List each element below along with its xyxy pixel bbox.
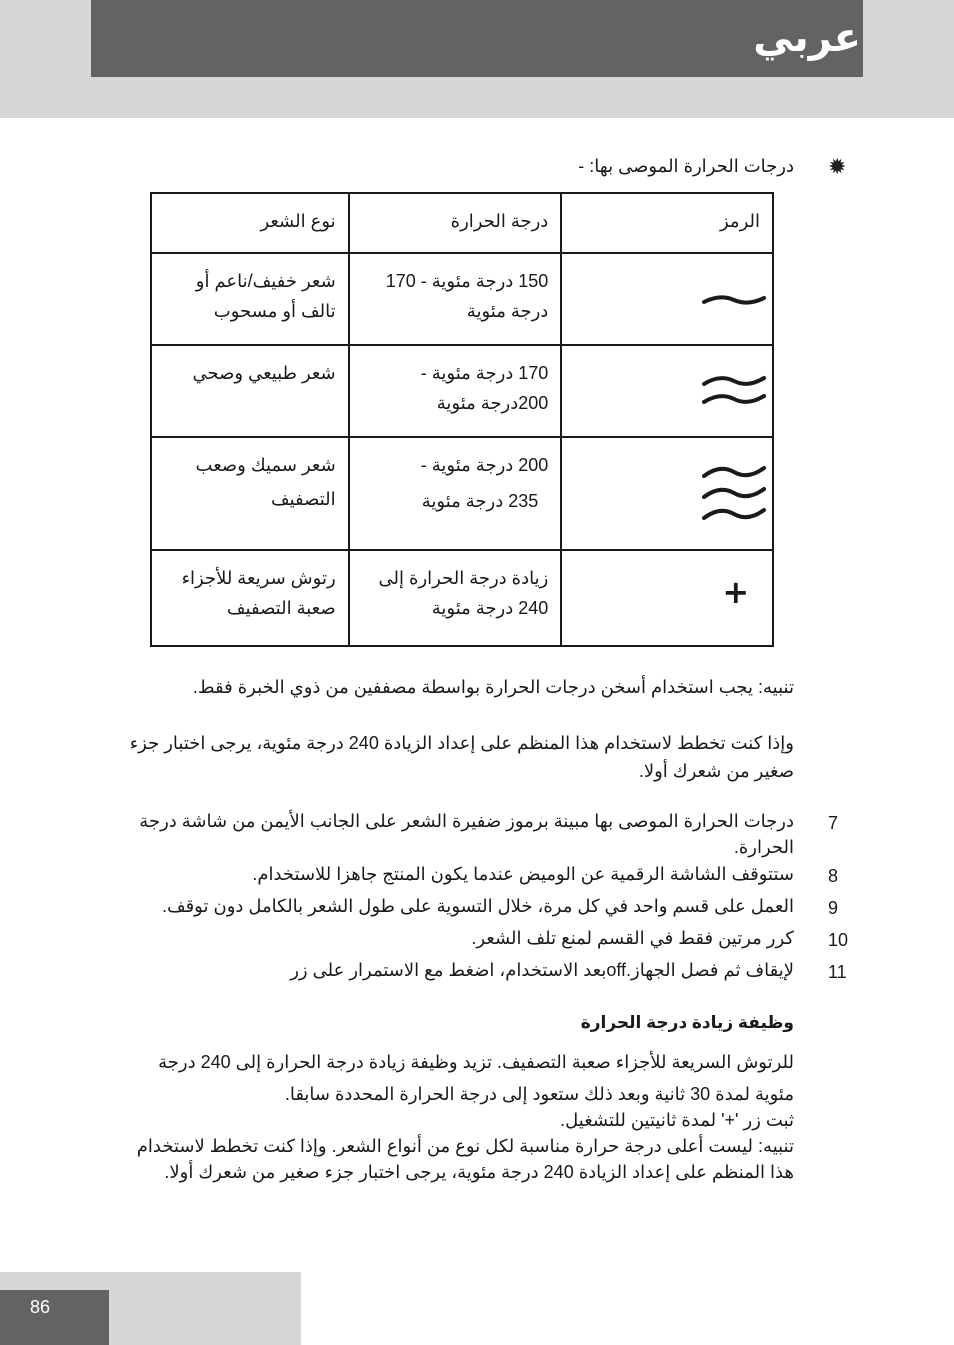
triple-wave-icon bbox=[702, 464, 766, 526]
step-text: العمل على قسم واحد في كل مرة، خلال التسوية على طول الشعر بالكامل دون توقف. bbox=[161, 896, 794, 916]
sun-icon: ✹ bbox=[828, 155, 847, 180]
temperature-cell: 200 درجة مئوية - 235 درجة مئوية bbox=[349, 437, 562, 550]
page-number-box bbox=[0, 1290, 109, 1345]
temperature-cell: 150 درجة مئوية - 170 درجة مئوية bbox=[349, 253, 562, 345]
step-text: ستتوقف الشاشة الرقمية عن الوميض عندما يكون المنتج جاهزا للاستخدام. bbox=[252, 864, 794, 884]
symbol-cell bbox=[561, 253, 773, 345]
table-row bbox=[151, 437, 773, 550]
hair-type-cell: شعر سميك وصعب التصفيف bbox=[151, 437, 349, 550]
step-number: 8 bbox=[828, 866, 839, 886]
header-symbol: الرمز bbox=[561, 193, 773, 253]
step-number: 9 bbox=[828, 898, 839, 918]
single-wave-icon bbox=[702, 290, 766, 310]
symbol-cell bbox=[561, 550, 773, 646]
warning-boost-test: وإذا كنت تخطط لاستخدام هذا المنظم على إعداد الزيادة 240 درجة مئوية، يرجى اختبار جزء صغير من شعرك أولا. bbox=[129, 733, 794, 781]
symbol-cell bbox=[561, 345, 773, 436]
step-number: 11 bbox=[828, 962, 847, 982]
step-text: كرر مرتين فقط في القسم لمنع تلف الشعر. bbox=[471, 928, 794, 948]
temperature-cell: زيادة درجة الحرارة إلى 240 درجة مئوية bbox=[349, 550, 562, 646]
table-row bbox=[151, 345, 773, 436]
step-text: لإيقاف ثم فصل الجهاز.offبعد الاستخدام، اضغط مع الاستمرار على زر bbox=[290, 960, 794, 980]
hair-type-cell: شعر طبيعي وصحي bbox=[151, 345, 349, 436]
boost-section-body: للرتوش السريعة للأجزاء صعبة التصفيف. تزيد وظيفة زيادة درجة الحرارة إلى 240 درجة مئوية لمدة 30 ثانية وبعد ذلك ستعود إلى درجة الحرارة المحددة سابقا. ثبت زر '+' لمدة ثانيتين للتشغيل. تنبيه: ليست أعلى درجة حرارة مناسبة لكل نوع من أنواع الشعر. وإذا كنت تخطط لاستخدام هذا المنظم على إعداد الزيادة 240 درجة مئوية، يرجى اختبار جزء صغير من شعرك أولا. bbox=[136, 1052, 794, 1182]
language-title: عربي bbox=[753, 15, 861, 61]
warning-experts-only: تنبيه: يجب استخدام أسخن درجات الحرارة بواسطة مصففين من ذوي الخبرة فقط. bbox=[192, 677, 794, 697]
temperature-cell: 170 درجة مئوية - 200درجة مئوية bbox=[349, 345, 562, 436]
step-number: 10 bbox=[828, 930, 849, 950]
double-wave-icon bbox=[702, 372, 766, 412]
boost-section-heading: وظيفة زيادة درجة الحرارة bbox=[580, 1013, 794, 1032]
header-hair-type: نوع الشعر bbox=[151, 193, 349, 253]
table-row bbox=[151, 550, 773, 646]
recommended-temps-intro: درجات الحرارة الموصى بها: - bbox=[578, 156, 794, 176]
header-bar bbox=[91, 0, 863, 77]
step-text: درجات الحرارة الموصى بها مبينة برموز ضفيرة الشعر على الجانب الأيمن من شاشة درجة الحرارة. bbox=[139, 811, 794, 857]
table-header-row bbox=[151, 193, 773, 253]
header-temperature: درجة الحرارة bbox=[349, 193, 562, 253]
temperature-table bbox=[150, 192, 774, 647]
table-row bbox=[151, 253, 773, 345]
plus-icon: + bbox=[722, 572, 750, 611]
hair-type-cell: شعر خفيف/ناعم أو تالف أو مسحوب bbox=[151, 253, 349, 345]
step-number: 7 bbox=[828, 813, 839, 833]
hair-type-cell: رتوش سريعة للأجزاء صعبة التصفيف bbox=[151, 550, 349, 646]
symbol-cell bbox=[561, 437, 773, 550]
page-number: 86 bbox=[30, 1297, 51, 1317]
